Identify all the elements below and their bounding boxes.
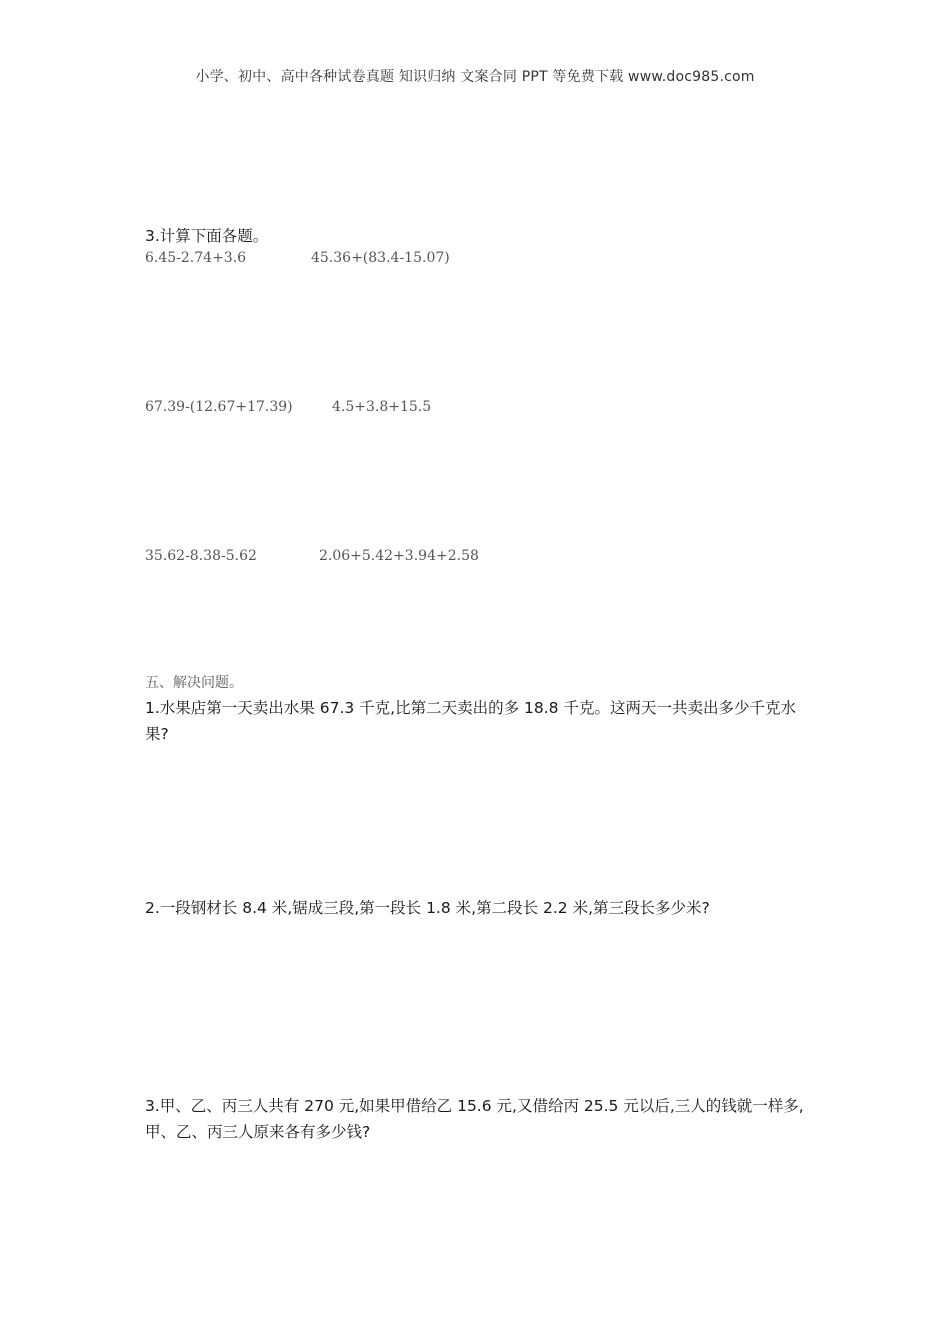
calc-section-title: 3.计算下面各题。 [145, 227, 269, 245]
word-problem: 2.一段钢材长 8.4 米,锯成三段,第一段长 1.8 米,第二段长 2.2 米,第三段长多少米? [145, 899, 710, 917]
calc-expression: 67.39-(12.67+17.39) [145, 399, 293, 415]
word-problem: 1.水果店第一天卖出水果 67.3 千克,比第二天卖出的多 18.8 千克。这两天一共卖出多少千克水果? [145, 699, 796, 743]
word-problem: 3.甲、乙、丙三人共有 270 元,如果甲借给乙 15.6 元,又借给丙 25.5 元以后,三人的钱就一样多,甲、乙、丙三人原来各有多少钱? [145, 1097, 804, 1141]
calc-expression: 35.62-8.38-5.62 [145, 548, 257, 564]
calc-expression: 2.06+5.42+3.94+2.58 [319, 548, 479, 564]
problems-section-title: 五、解决问题。 [145, 675, 243, 691]
calc-expression: 6.45-2.74+3.6 [145, 250, 247, 266]
calc-expression: 4.5+3.8+15.5 [332, 399, 432, 415]
page-header: 小学、初中、高中各种试卷真题 知识归纳 文案合同 PPT 等免费下载 www.doc985.com [195, 69, 755, 85]
calc-expression: 45.36+(83.4-15.07) [311, 250, 450, 266]
